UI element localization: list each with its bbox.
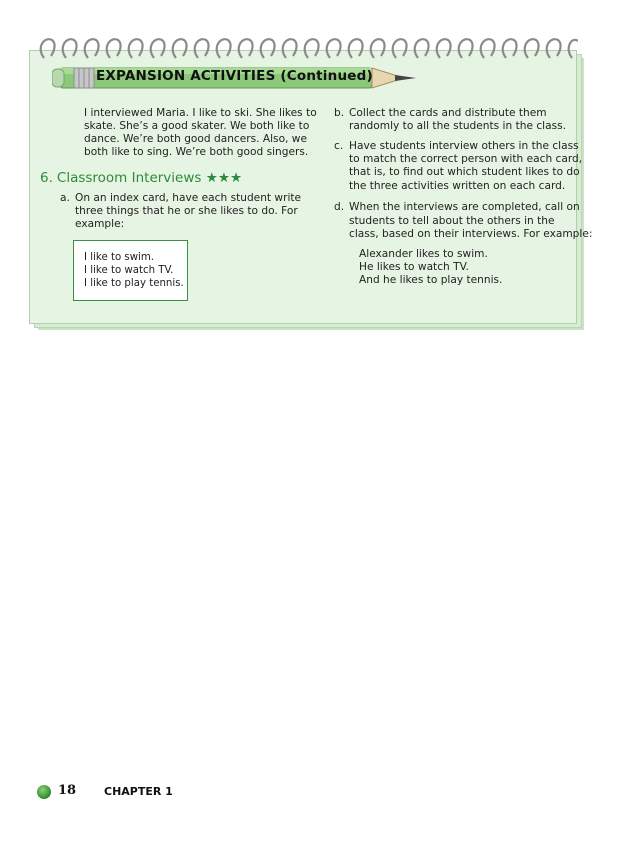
item-b-label: b. bbox=[334, 107, 345, 119]
item-d-label: d. bbox=[334, 201, 345, 213]
chapter-label: CHAPTER 1 bbox=[104, 785, 173, 798]
item-c-line: to match the correct person with each card, bbox=[349, 153, 583, 165]
item-c-line: the three activities written on each card. bbox=[349, 180, 566, 192]
card-line: I like to swim. bbox=[84, 252, 155, 263]
item-a-line: example: bbox=[75, 218, 125, 230]
green-bullet-icon bbox=[37, 785, 51, 799]
page-number: 18 bbox=[58, 783, 77, 798]
example-line: Alexander likes to swim. bbox=[359, 248, 488, 260]
spiral-binding-icon bbox=[38, 34, 578, 62]
card-line: I like to watch TV. bbox=[84, 265, 174, 276]
item-a-label: a. bbox=[60, 192, 70, 204]
item-b-line: randomly to all the students in the class. bbox=[349, 120, 566, 132]
card-line: I like to play tennis. bbox=[84, 278, 184, 289]
item-a-line: three things that he or she likes to do. For bbox=[75, 205, 298, 217]
intro-line: I interviewed Maria. I like to ski. She likes to bbox=[84, 107, 317, 119]
example-line: And he likes to play tennis. bbox=[359, 274, 503, 286]
item-d-line: When the interviews are completed, call on bbox=[349, 201, 580, 213]
section-title: Classroom Interviews bbox=[56, 170, 202, 186]
item-b-line: Collect the cards and distribute them bbox=[349, 107, 547, 119]
item-d-line: class, based on their interviews. For example: bbox=[349, 228, 593, 240]
intro-line: dance. We’re both good dancers. Also, we bbox=[84, 133, 307, 145]
item-d-line: students to tell about the others in the bbox=[349, 215, 555, 227]
item-c-label: c. bbox=[334, 140, 344, 152]
intro-line: skate. She’s a good skater. We both like to bbox=[84, 120, 310, 132]
example-line: He likes to watch TV. bbox=[359, 261, 469, 273]
banner-title: EXPANSION ACTIVITIES (Continued) bbox=[96, 68, 373, 84]
star-rating-icon: ★★★ bbox=[205, 170, 243, 186]
section-number: 6. bbox=[40, 170, 53, 186]
section-heading bbox=[40, 170, 242, 186]
item-a-line: On an index card, have each student write bbox=[75, 192, 302, 204]
intro-line: both like to sing. We’re both good singers. bbox=[84, 146, 309, 158]
index-card bbox=[73, 240, 188, 301]
item-c-line: Have students interview others in the class bbox=[349, 140, 579, 152]
item-c-line: that is, to find out which student likes to do bbox=[349, 166, 580, 178]
